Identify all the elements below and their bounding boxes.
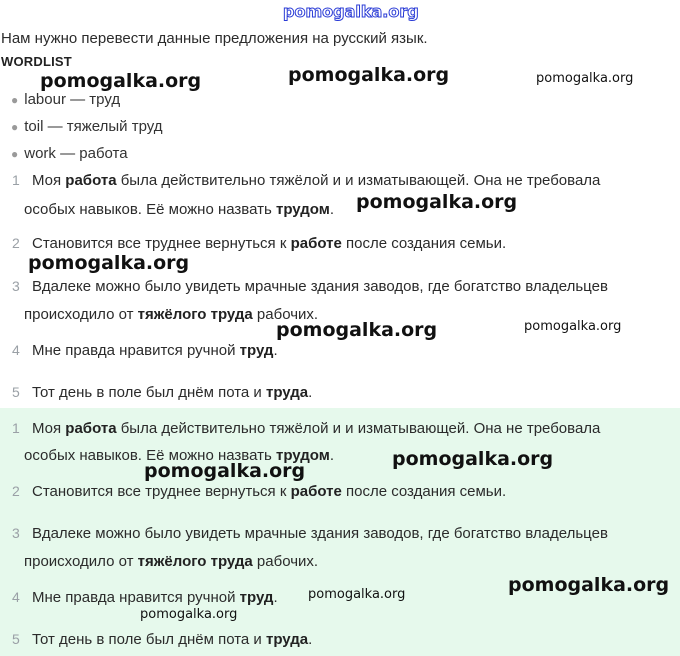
wordlist [11, 90, 163, 171]
watermark: pomogalka.org [283, 2, 419, 21]
watermark: pomogalka.org [524, 319, 622, 334]
watermark: pomogalka.org [144, 460, 306, 482]
watermark: pomogalka.org [508, 574, 670, 596]
watermark: pomogalka.org [356, 191, 518, 213]
wordlist-title: WORDLIST [1, 54, 72, 69]
watermark: pomogalka.org [140, 607, 238, 622]
watermark: pomogalka.org [40, 70, 202, 92]
list-item: ● labour — труд [11, 91, 121, 108]
watermark: pomogalka.org [28, 252, 190, 274]
bullet-icon: ● [11, 93, 19, 107]
watermark: pomogalka.org [536, 71, 634, 86]
bullet-icon: ● [11, 120, 19, 134]
bullet-icon: ● [11, 147, 19, 161]
watermark: pomogalka.org [392, 448, 554, 470]
watermark: pomogalka.org [288, 64, 450, 86]
watermark: pomogalka.org [308, 587, 406, 602]
list-item: ● work — работа [11, 145, 128, 162]
intro-text: Нам нужно перевести данные предложения на русский язык. [1, 30, 428, 47]
answer-panel: 1 Моя работа была действительно тяжёлой и и изматывающей. Она не требовала особых навыков. Её можно назвать трудом. 2 Становится все труднее вернуться к работе после создания семьи. 3 Вдалеке можно было увидеть мрачные здания заводов, где богатство владельцев происходило от тяжёлого труда рабочих. 4 Мне правда нравится ручной труд. 5 Тот день в поле был днём пота и труда. pomogalka.org pomogalka.org pomogalka.org pomogalka.org pomogalka.org [0, 408, 680, 656]
watermark: pomogalka.org [276, 319, 438, 341]
list-item: ● toil — тяжелый труд [11, 118, 163, 135]
